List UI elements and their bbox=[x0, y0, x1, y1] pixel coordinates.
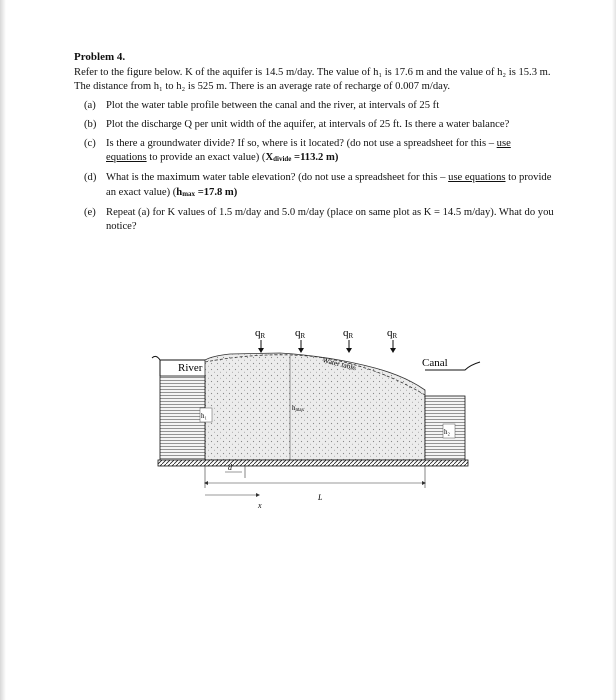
question-d-label: (d) bbox=[84, 172, 97, 184]
svg-text:qR: qR bbox=[255, 327, 266, 340]
svg-text:qR: qR bbox=[343, 327, 354, 340]
recharge-arrow-2 bbox=[295, 327, 306, 353]
x-label: x bbox=[258, 501, 262, 510]
question-c bbox=[74, 137, 554, 166]
x-symbol: X bbox=[265, 152, 274, 164]
river-label: River bbox=[178, 362, 203, 374]
question-d-text-pre: What is the maximum water table elevation? (do not use a spreadsheet for this – bbox=[106, 172, 449, 184]
question-c-use-equations: use equations bbox=[106, 138, 511, 164]
L-label: L bbox=[318, 493, 323, 502]
recharge-arrows bbox=[255, 327, 398, 353]
question-d-text-mid: to provide an exact value) ( bbox=[106, 172, 552, 198]
h-subscript: max bbox=[182, 189, 196, 198]
question-a-text: Plot the water table profile between the canal and the river, at intervals of 25 ft bbox=[106, 99, 440, 111]
question-b-label: (b) bbox=[84, 118, 97, 130]
x-subscript: divide bbox=[273, 155, 292, 164]
recharge-arrow-1 bbox=[255, 327, 266, 353]
problem-intro: Refer to the figure below. K of the aquifer is 14.5 m/day. The value of h₁ is 17.6 m and the value of h₂ is 15.3 m. The distance from h₁ to h₂ is 525 m. There is an average rate of recharge of 0.007 m/day. bbox=[74, 67, 551, 93]
h-symbol: h bbox=[176, 186, 183, 198]
svg-text:qR: qR bbox=[387, 327, 398, 340]
problem-document bbox=[74, 50, 554, 239]
page-edge-shadow-right bbox=[612, 0, 616, 700]
question-a bbox=[74, 99, 554, 113]
question-d-answer bbox=[176, 187, 237, 198]
question-e-label: (e) bbox=[84, 206, 96, 218]
recharge-arrow-3 bbox=[343, 327, 354, 353]
h-max-value: =17.8 m) bbox=[195, 186, 238, 198]
question-c-text-pre: Is there a groundwater divide? If so, where is it located? (do not use a spreadsheet for this – bbox=[106, 138, 497, 150]
river bbox=[152, 356, 212, 460]
canal-label: Canal bbox=[422, 357, 448, 369]
question-e-text: Repeat (a) for K values of 1.5 m/day and 5.0 m/day (place on same plot as K = 14.5 m/day). What do you notice? bbox=[106, 206, 554, 233]
question-e bbox=[74, 206, 554, 234]
question-d-use-equations: use equations bbox=[448, 172, 506, 184]
h1-label: h₁ bbox=[201, 412, 207, 420]
hmax-label: hmax bbox=[292, 404, 305, 413]
question-list bbox=[74, 99, 554, 235]
question-c-label: (c) bbox=[84, 138, 96, 150]
question-a-label: (a) bbox=[84, 99, 96, 111]
d-label: d bbox=[228, 463, 232, 472]
x-divide-value: =113.2 m) bbox=[291, 152, 339, 164]
canal bbox=[422, 357, 480, 460]
problem-title: Problem 4. bbox=[74, 51, 126, 63]
aquifer-figure bbox=[150, 320, 490, 520]
question-d bbox=[74, 171, 554, 200]
h2-label: h₂ bbox=[444, 428, 450, 436]
question-c-text-mid: to provide an exact value) ( bbox=[146, 152, 266, 164]
question-b-text: Plot the discharge Q per unit width of the aquifer, at intervals of 25 ft. Is there a water balance? bbox=[106, 118, 510, 130]
page-edge-shadow-left bbox=[0, 0, 6, 700]
water-table-label: Water table bbox=[321, 355, 357, 373]
question-b bbox=[74, 118, 554, 132]
aquifer-base bbox=[158, 460, 468, 466]
svg-text:qR: qR bbox=[295, 327, 306, 340]
question-c-answer bbox=[265, 152, 338, 163]
aquifer-body bbox=[205, 353, 425, 460]
recharge-arrow-4 bbox=[387, 327, 398, 353]
